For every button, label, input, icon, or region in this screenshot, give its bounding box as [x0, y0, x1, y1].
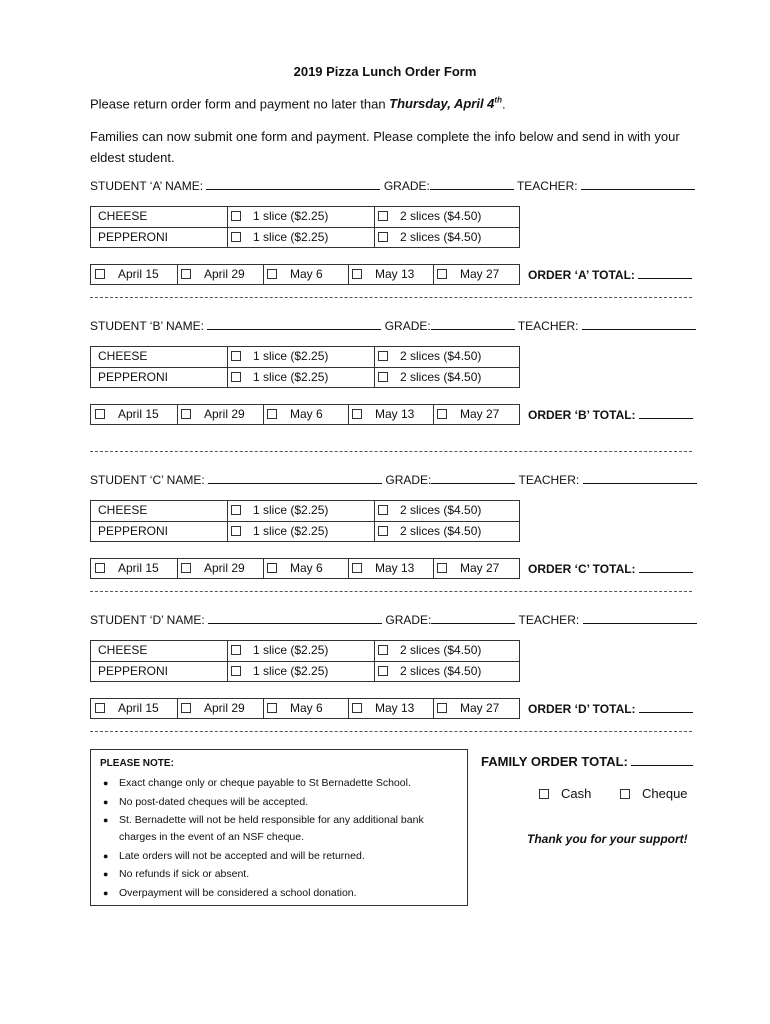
student-d-cheese-row	[91, 641, 519, 661]
student-d-name-field[interactable]	[208, 612, 382, 624]
student-d-cheese-two-slices-label: 2 slices ($4.50)	[400, 643, 482, 657]
student-a-teacher-label: TEACHER:	[516, 179, 578, 193]
student-d-pepperoni-one-slice[interactable]	[231, 664, 328, 678]
student-c-pepperoni-one-slice[interactable]	[231, 524, 328, 538]
student-d-order-total	[528, 701, 693, 716]
student-b-grade-field[interactable]	[431, 318, 515, 330]
note-item: ● Late orders will not be accepted and will be returned.	[99, 848, 459, 865]
student-c-date-1-checkbox[interactable]	[181, 563, 191, 573]
student-d-teacher-label: TEACHER:	[518, 613, 580, 627]
student-c-separator	[90, 591, 692, 592]
student-c-date-divider-3	[348, 559, 349, 578]
deadline: Thursday, April 4	[389, 96, 495, 112]
student-c-date-0-checkbox[interactable]	[95, 563, 105, 573]
payment-cash[interactable]	[539, 786, 591, 801]
student-b-cheese-row	[91, 347, 519, 367]
student-d-date-divider-3	[348, 699, 349, 718]
student-b-cheese-one-slice-checkbox[interactable]	[231, 351, 241, 361]
student-c-date-0-label: April 15	[118, 561, 159, 575]
student-d-cheese-two-slices[interactable]	[378, 643, 481, 657]
note-box	[90, 749, 468, 906]
student-b-info-line	[90, 318, 696, 333]
student-b-table-divider-1	[227, 347, 228, 387]
student-d-date-3[interactable]	[352, 701, 414, 715]
student-c-pizza-table	[90, 500, 520, 542]
student-c-pepperoni-row	[91, 521, 519, 542]
student-b-date-divider-2	[263, 405, 264, 424]
student-a-date-2[interactable]	[267, 267, 323, 281]
page-title: 2019 Pizza Lunch Order Form	[293, 64, 477, 79]
student-a-cheese-one-slice-checkbox[interactable]	[231, 211, 241, 221]
student-d-date-4-checkbox[interactable]	[437, 703, 447, 713]
student-c-order-total-label: ORDER ‘C’ TOTAL:	[528, 562, 636, 576]
return-instructions	[90, 96, 506, 111]
student-b-order-total	[528, 407, 693, 422]
student-c-cheese-one-slice[interactable]	[231, 503, 328, 517]
student-d-date-1[interactable]	[181, 701, 245, 715]
student-d-order-total-label: ORDER ‘D’ TOTAL:	[528, 702, 636, 716]
student-a-cheese-one-slice[interactable]	[231, 209, 328, 223]
student-b-pepperoni-one-slice-label: 1 slice ($2.25)	[253, 370, 329, 384]
student-a-date-2-checkbox[interactable]	[267, 269, 277, 279]
student-a-pepperoni-one-slice-label: 1 slice ($2.25)	[253, 230, 329, 244]
student-b-cheese-label: CHEESE	[98, 349, 148, 363]
student-b-pepperoni-label: PEPPERONI	[98, 370, 169, 384]
student-a-cheese-two-slices-checkbox[interactable]	[378, 211, 388, 221]
student-b-cheese-two-slices-checkbox[interactable]	[378, 351, 388, 361]
student-d-date-3-label: May 13	[375, 701, 415, 715]
student-a-date-4[interactable]	[437, 267, 499, 281]
student-a-name-field[interactable]	[206, 178, 380, 190]
student-c-table-divider-1	[227, 501, 228, 541]
student-d-grade-label: GRADE:	[385, 613, 432, 627]
student-b-cheese-two-slices[interactable]	[378, 349, 481, 363]
note-title: PLEASE NOTE:	[100, 758, 174, 769]
return-instructions-text: Please return order form and payment no later than	[90, 96, 390, 112]
student-c-cheese-two-slices-label: 2 slices ($4.50)	[400, 503, 482, 517]
student-d-pepperoni-one-slice-checkbox[interactable]	[231, 666, 241, 676]
student-b-table-divider-2	[374, 347, 375, 387]
student-c-teacher-label: TEACHER:	[518, 473, 580, 487]
student-d-info-line	[90, 612, 697, 627]
student-d-date-row	[90, 698, 520, 719]
student-c-cheese-two-slices[interactable]	[378, 503, 481, 517]
student-d-pepperoni-one-slice-label: 1 slice ($2.25)	[253, 664, 329, 678]
student-b-date-3-checkbox[interactable]	[352, 409, 362, 419]
student-b-date-2-label: May 6	[290, 407, 323, 421]
student-a-date-divider-4	[433, 265, 434, 284]
cash-label: Cash	[561, 786, 592, 801]
student-b-date-2[interactable]	[267, 407, 323, 421]
student-a-pepperoni-label: PEPPERONI	[98, 230, 169, 244]
student-a-date-1-label: April 29	[204, 267, 245, 281]
student-c-cheese-two-slices-checkbox[interactable]	[378, 505, 388, 515]
student-d-date-2[interactable]	[267, 701, 323, 715]
student-b-separator	[90, 451, 692, 452]
student-a-order-total-label: ORDER ‘A’ TOTAL:	[528, 268, 635, 282]
student-a-date-1[interactable]	[181, 267, 245, 281]
student-c-date-2-checkbox[interactable]	[267, 563, 277, 573]
student-b-date-divider-3	[348, 405, 349, 424]
student-a-date-0-label: April 15	[118, 267, 159, 281]
student-b-date-1-checkbox[interactable]	[181, 409, 191, 419]
payment-cheque[interactable]	[620, 786, 688, 801]
student-d-cheese-two-slices-checkbox[interactable]	[378, 645, 388, 655]
student-a-date-3[interactable]	[352, 267, 414, 281]
student-c-date-2-label: May 6	[290, 561, 323, 575]
note-item: ● Exact change only or cheque payable to St Bernadette School.	[99, 775, 459, 792]
families-instructions: Families can now submit one form and payment. Please complete the info below and send in with your eldest student.	[90, 129, 680, 165]
student-a-info-line	[90, 178, 695, 193]
student-c-date-divider-4	[433, 559, 434, 578]
note-list	[99, 775, 459, 903]
student-c-order-total	[528, 561, 693, 576]
student-a-order-total	[528, 267, 692, 282]
student-c-order-total-field[interactable]	[639, 561, 693, 573]
student-c-pepperoni-two-slices[interactable]	[378, 524, 481, 538]
student-b-cheese-two-slices-label: 2 slices ($4.50)	[400, 349, 482, 363]
student-c-pepperoni-one-slice-label: 1 slice ($2.25)	[253, 524, 329, 538]
student-d-teacher-field[interactable]	[583, 612, 697, 624]
student-c-date-0[interactable]	[95, 561, 159, 575]
student-a-date-4-checkbox[interactable]	[437, 269, 447, 279]
student-a-date-0[interactable]	[95, 267, 159, 281]
student-a-date-4-label: May 27	[460, 267, 500, 281]
student-a-order-total-field[interactable]	[638, 267, 692, 279]
student-a-date-3-checkbox[interactable]	[352, 269, 362, 279]
student-d-date-1-checkbox[interactable]	[181, 703, 191, 713]
student-c-date-4[interactable]	[437, 561, 499, 575]
student-c-date-1-label: April 29	[204, 561, 245, 575]
student-c-date-3[interactable]	[352, 561, 414, 575]
student-d-date-0[interactable]	[95, 701, 159, 715]
student-b-date-2-checkbox[interactable]	[267, 409, 277, 419]
student-b-order-total-label: ORDER ‘B’ TOTAL:	[528, 408, 636, 422]
student-b-date-4-label: May 27	[460, 407, 500, 421]
student-a-date-divider-3	[348, 265, 349, 284]
cash-checkbox[interactable]	[539, 789, 549, 799]
student-d-cheese-one-slice[interactable]	[231, 643, 328, 657]
student-b-pepperoni-two-slices-checkbox[interactable]	[378, 372, 388, 382]
student-d-pepperoni-two-slices-checkbox[interactable]	[378, 666, 388, 676]
student-b-pepperoni-two-slices-label: 2 slices ($4.50)	[400, 370, 482, 384]
student-d-date-divider-2	[263, 699, 264, 718]
student-b-date-0[interactable]	[95, 407, 159, 421]
student-b-pepperoni-two-slices[interactable]	[378, 370, 481, 384]
student-c-info-line	[90, 472, 697, 487]
student-a-cheese-row	[91, 207, 519, 227]
student-a-grade-label: GRADE:	[383, 179, 430, 193]
student-d-pepperoni-row	[91, 661, 519, 682]
student-a-cheese-one-slice-label: 1 slice ($2.25)	[253, 209, 329, 223]
student-d-grade-field[interactable]	[431, 612, 515, 624]
student-b-date-1-label: April 29	[204, 407, 245, 421]
student-b-pizza-table	[90, 346, 520, 388]
note-item: ● St. Bernadette will not be held responsible for any additional bank charges in the event of an NSF cheque.	[99, 812, 459, 846]
student-d-date-4-label: May 27	[460, 701, 500, 715]
student-c-pepperoni-two-slices-checkbox[interactable]	[378, 526, 388, 536]
family-total-field[interactable]	[631, 754, 693, 766]
student-d-cheese-label: CHEESE	[98, 643, 148, 657]
student-a-pepperoni-one-slice-checkbox[interactable]	[231, 232, 241, 242]
student-d-separator	[90, 731, 692, 732]
student-b-pepperoni-row	[91, 367, 519, 388]
student-d-pepperoni-label: PEPPERONI	[98, 664, 169, 678]
note-item: ● Overpayment will be considered a school donation.	[99, 885, 459, 902]
student-a-cheese-label: CHEESE	[98, 209, 148, 223]
student-a-date-2-label: May 6	[290, 267, 323, 281]
student-c-table-divider-2	[374, 501, 375, 541]
deadline-suffix: th	[494, 96, 502, 105]
thank-you: Thank you for your support!	[527, 832, 688, 846]
student-c-grade-field[interactable]	[431, 472, 515, 484]
student-c-date-4-label: May 27	[460, 561, 500, 575]
student-b-date-0-checkbox[interactable]	[95, 409, 105, 419]
student-b-date-1[interactable]	[181, 407, 245, 421]
student-a-pepperoni-two-slices[interactable]	[378, 230, 481, 244]
student-c-date-3-checkbox[interactable]	[352, 563, 362, 573]
student-a-pepperoni-two-slices-label: 2 slices ($4.50)	[400, 230, 482, 244]
student-d-date-divider-1	[177, 699, 178, 718]
student-b-date-divider-4	[433, 405, 434, 424]
student-a-date-1-checkbox[interactable]	[181, 269, 191, 279]
student-d-date-divider-4	[433, 699, 434, 718]
student-c-cheese-one-slice-checkbox[interactable]	[231, 505, 241, 515]
student-d-cheese-one-slice-checkbox[interactable]	[231, 645, 241, 655]
student-b-name-field[interactable]	[207, 318, 381, 330]
student-b-date-4-checkbox[interactable]	[437, 409, 447, 419]
student-c-teacher-field[interactable]	[583, 472, 697, 484]
student-b-pepperoni-one-slice-checkbox[interactable]	[231, 372, 241, 382]
student-b-date-3-label: May 13	[375, 407, 415, 421]
student-a-cheese-two-slices[interactable]	[378, 209, 481, 223]
student-c-grade-label: GRADE:	[385, 473, 432, 487]
student-d-order-total-field[interactable]	[639, 701, 693, 713]
student-d-table-divider-2	[374, 641, 375, 681]
student-b-grade-label: GRADE:	[384, 319, 431, 333]
student-b-date-row	[90, 404, 520, 425]
student-a-name-label: STUDENT ‘A’ NAME:	[90, 179, 204, 193]
student-b-date-divider-1	[177, 405, 178, 424]
cheque-label: Cheque	[642, 786, 688, 801]
family-total-label: FAMILY ORDER TOTAL:	[481, 754, 628, 769]
cheque-checkbox[interactable]	[620, 789, 630, 799]
student-d-pepperoni-two-slices[interactable]	[378, 664, 481, 678]
period: .	[501, 96, 506, 112]
student-c-cheese-label: CHEESE	[98, 503, 148, 517]
student-d-table-divider-1	[227, 641, 228, 681]
student-c-pepperoni-one-slice-checkbox[interactable]	[231, 526, 241, 536]
student-d-date-2-label: May 6	[290, 701, 323, 715]
student-a-date-divider-2	[263, 265, 264, 284]
student-d-pizza-table	[90, 640, 520, 682]
student-a-pepperoni-one-slice[interactable]	[231, 230, 328, 244]
student-b-order-total-field[interactable]	[639, 407, 693, 419]
student-a-date-3-label: May 13	[375, 267, 415, 281]
student-a-pepperoni-row	[91, 227, 519, 248]
student-b-date-4[interactable]	[437, 407, 499, 421]
student-b-teacher-field[interactable]	[582, 318, 696, 330]
student-c-date-2[interactable]	[267, 561, 323, 575]
student-a-cheese-two-slices-label: 2 slices ($4.50)	[400, 209, 482, 223]
student-c-date-row	[90, 558, 520, 579]
student-d-date-0-label: April 15	[118, 701, 159, 715]
student-b-name-label: STUDENT ‘B’ NAME:	[90, 319, 205, 333]
student-d-date-2-checkbox[interactable]	[267, 703, 277, 713]
student-a-teacher-field[interactable]	[581, 178, 695, 190]
student-d-date-1-label: April 29	[204, 701, 245, 715]
family-total	[481, 754, 693, 769]
student-c-date-3-label: May 13	[375, 561, 415, 575]
student-b-date-3[interactable]	[352, 407, 414, 421]
student-d-pepperoni-two-slices-label: 2 slices ($4.50)	[400, 664, 482, 678]
student-c-cheese-one-slice-label: 1 slice ($2.25)	[253, 503, 329, 517]
student-a-grade-field[interactable]	[430, 178, 514, 190]
student-a-date-row	[90, 264, 520, 285]
student-d-cheese-one-slice-label: 1 slice ($2.25)	[253, 643, 329, 657]
student-d-date-4[interactable]	[437, 701, 499, 715]
student-d-date-0-checkbox[interactable]	[95, 703, 105, 713]
student-c-date-1[interactable]	[181, 561, 245, 575]
student-d-date-3-checkbox[interactable]	[352, 703, 362, 713]
student-d-name-label: STUDENT ‘D’ NAME:	[90, 613, 205, 627]
student-c-pepperoni-label: PEPPERONI	[98, 524, 169, 538]
student-b-cheese-one-slice-label: 1 slice ($2.25)	[253, 349, 329, 363]
student-a-table-divider-2	[374, 207, 375, 247]
student-a-date-0-checkbox[interactable]	[95, 269, 105, 279]
student-c-date-4-checkbox[interactable]	[437, 563, 447, 573]
student-a-pepperoni-two-slices-checkbox[interactable]	[378, 232, 388, 242]
student-c-pepperoni-two-slices-label: 2 slices ($4.50)	[400, 524, 482, 538]
student-c-name-label: STUDENT ‘C’ NAME:	[90, 473, 205, 487]
student-a-table-divider-1	[227, 207, 228, 247]
student-c-cheese-row	[91, 501, 519, 521]
student-a-pizza-table	[90, 206, 520, 248]
student-a-separator	[90, 297, 692, 298]
student-b-pepperoni-one-slice[interactable]	[231, 370, 328, 384]
student-c-date-divider-2	[263, 559, 264, 578]
student-b-teacher-label: TEACHER:	[517, 319, 579, 333]
note-item: ● No refunds if sick or absent.	[99, 866, 459, 883]
student-c-name-field[interactable]	[208, 472, 382, 484]
student-c-date-divider-1	[177, 559, 178, 578]
student-b-date-0-label: April 15	[118, 407, 159, 421]
student-b-cheese-one-slice[interactable]	[231, 349, 328, 363]
note-item: ● No post-dated cheques will be accepted.	[99, 794, 459, 811]
student-a-date-divider-1	[177, 265, 178, 284]
